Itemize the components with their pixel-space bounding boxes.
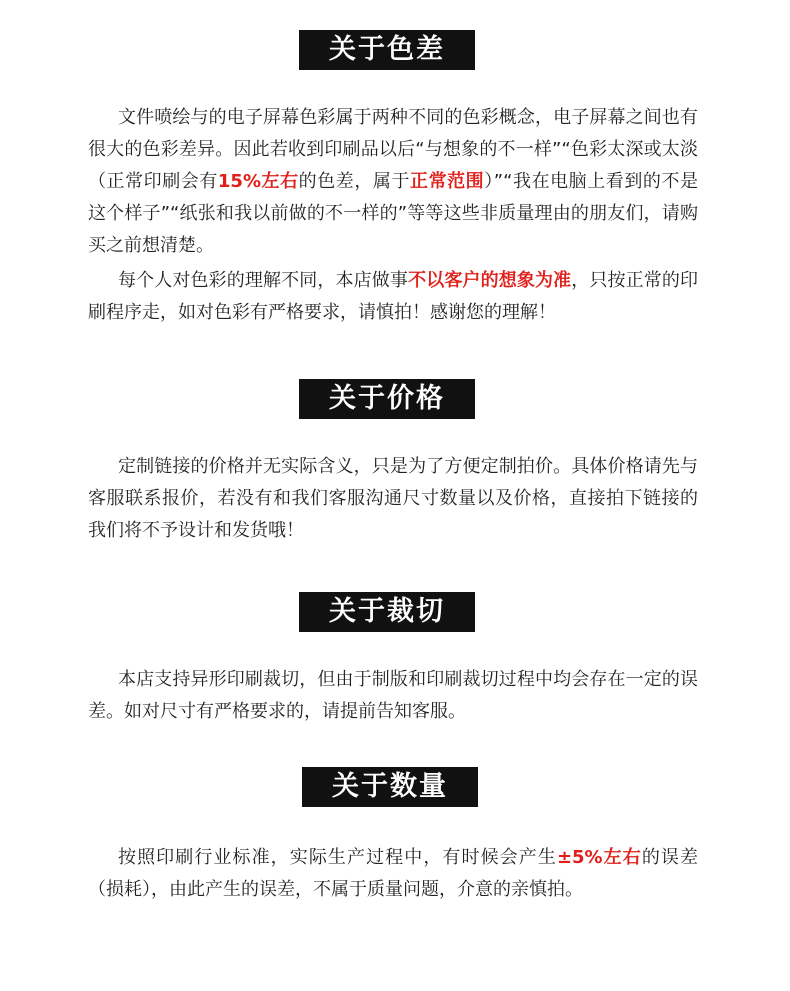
section-title-color-difference: 关于色差 <box>299 30 475 70</box>
section-title-quantity: 关于数量 <box>302 767 478 807</box>
highlighted-text: 15%左右 <box>217 171 299 192</box>
body-text: 的误差（损耗），由此产生的误差，不属于质量问题，介意的亲慎拍。 <box>88 847 699 900</box>
body-text: 每个人对色彩的理解不同，本店做事 <box>118 270 409 291</box>
section-title-cutting: 关于裁切 <box>299 592 475 632</box>
section-title-price: 关于价格 <box>299 379 475 419</box>
body-text: 本店支持异形印刷裁切，但由于制版和印刷裁切过程中均会存在一定的误差。如对尺寸有严格要求的，请提前告知客服。 <box>88 669 698 722</box>
highlighted-text: 正常范围 <box>410 171 485 192</box>
highlighted-text: 不以客户的想象为准 <box>408 270 572 291</box>
highlighted-text: ±5%左右 <box>556 847 642 868</box>
body-text: 文件喷绘与的电子屏幕色彩属于两种不同的色彩概念，电子屏幕之间也有很大的色彩差异。因此若收到印刷品以后“与想象的不一样”“色彩太深或太淡（正常印刷会有 <box>88 107 698 192</box>
body-text: 定制链接的价格并无实际含义，只是为了方便定制拍价。具体价格请先与客服联系报价，若没有和我们客服沟通尺寸数量以及价格，直接拍下链接的我们将不予设计和发货哦！ <box>88 456 698 541</box>
body-text: 按照印刷行业标准，实际生产过程中，有时候会产生 <box>118 847 557 868</box>
paragraph-color-difference-2 <box>88 265 698 329</box>
paragraph-price <box>88 451 698 547</box>
body-text: 的色差，属于 <box>298 171 411 192</box>
paragraph-cutting <box>88 664 698 728</box>
body-text: ，只按正常的印刷程序走，如对色彩有严格要求，请慎拍！感谢您的理解！ <box>88 270 699 323</box>
body-text: ）”“我在电脑上看到的不是这个样子”“纸张和我以前做的不一样的”等等这些非质量理由的朋友们，请购买之前想清楚。 <box>88 171 699 256</box>
paragraph-quantity <box>88 842 698 906</box>
paragraph-color-difference-1 <box>88 102 698 262</box>
